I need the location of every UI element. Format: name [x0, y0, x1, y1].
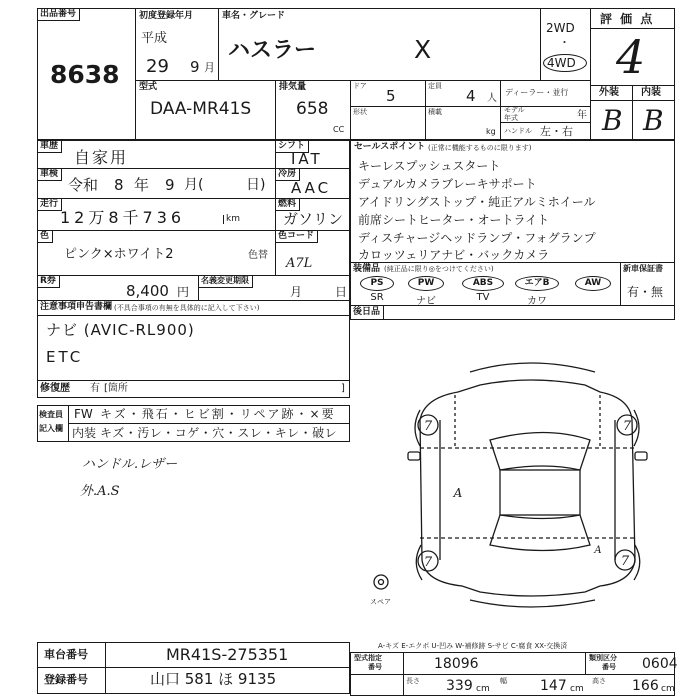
notes-line: ETC [46, 348, 84, 366]
roof [500, 470, 580, 515]
fw-label: FW [74, 407, 93, 421]
divider [350, 305, 675, 306]
wheel-arch-rear-left [416, 545, 422, 580]
wheel-arch-front-left [415, 410, 420, 446]
sales-points-label: セールスポイント [354, 142, 426, 152]
right-mirror [635, 452, 647, 460]
mileage-unit: km [223, 215, 240, 224]
front-bumper-outline [470, 363, 595, 372]
divider [500, 80, 501, 140]
sales-point-item: カロッツェリアナビ・バックカメラ [358, 248, 550, 262]
recycle-unit: 円 [177, 285, 190, 299]
capacity-label: 定員 [428, 82, 442, 90]
model-year-unit: 年 [577, 110, 587, 121]
color: ピンク×ホワイト2 [64, 247, 174, 262]
divider [585, 652, 586, 674]
cooling-label: 冷房 [275, 168, 300, 181]
damage-legend: A-キズ E-エクボ U-凹み W-補修跡 S-サビ C-腐食 XX-交換済 [378, 642, 568, 650]
equipment-leather: カワ [527, 296, 547, 307]
fw-checklist: キズ・飛石・ヒビ割・リペア跡・×要 [100, 407, 336, 421]
damage-mark-left-side: A [453, 486, 463, 500]
history: 自家用 [74, 148, 129, 167]
sales-point-item: キーレスプッシュスタート [358, 159, 501, 173]
height: 166 [632, 678, 659, 694]
car-name: ハスラー [228, 38, 317, 63]
wheel-mark-front-left: 7 [423, 419, 433, 434]
notes-label: 注意事項申告書欄 [40, 302, 113, 312]
equipment-aw: AW [575, 276, 611, 291]
divider [632, 85, 633, 140]
displacement: 658 [296, 99, 329, 119]
chassis-number-label: 車台番号 [44, 648, 88, 661]
damage-mark-rear-right: A [594, 545, 602, 556]
transfer-day: 日 [335, 285, 348, 299]
later-items-label: 後日品 [350, 306, 384, 320]
handwritten-note: ハンドル.レザー [82, 457, 178, 472]
length: 339 [446, 678, 473, 694]
doors: 5 [386, 87, 396, 105]
width-label: 幅 [500, 677, 507, 685]
registration-number-label: 登録番号 [44, 673, 88, 686]
recycle-label: R券 [37, 275, 60, 288]
shift: IAT [291, 150, 323, 168]
left-mirror [408, 452, 420, 460]
inspection-year: 8 [114, 176, 124, 194]
first-registration-label: 初度登録年月 [139, 11, 194, 21]
first-registration-month: 9 [190, 58, 200, 76]
overall-score: 4 [616, 30, 646, 84]
color-code-label: 色コード [275, 230, 318, 243]
doors-label: ドア [353, 82, 367, 90]
divider [500, 122, 590, 123]
handle-label: ハンドル [504, 127, 532, 135]
model-code: DAA-MR41S [150, 99, 252, 119]
divider [218, 8, 219, 80]
spare-tire-hub [379, 580, 384, 585]
interior-checklist: キズ・汚レ・コゲ・穴・スレ・キレ・破レ [100, 426, 338, 440]
history-label: 車歴 [37, 140, 62, 153]
shift-label: シフト [275, 140, 309, 153]
load-label: 積載 [428, 108, 442, 116]
load-unit: kg [486, 127, 496, 136]
car-grade: X [414, 35, 432, 64]
sales-point-item: アイドリングストップ・純正アルミホイール [358, 195, 596, 209]
divider [37, 667, 350, 668]
inspection-month: 9 [165, 176, 175, 194]
sales-points-sublabel: (正常に機能するものに限ります) [428, 144, 532, 152]
car-body-outline [420, 380, 635, 596]
displacement-unit: CC [333, 125, 345, 134]
warranty-label: 新車保証書 [623, 264, 663, 273]
handle-value: 左・右 [540, 125, 573, 138]
width: 147 [540, 678, 567, 694]
cooling: AAC [291, 179, 332, 197]
inspection-label: 車検 [37, 168, 62, 181]
divider [425, 80, 426, 140]
inspection-day-unit: 日) [246, 177, 266, 193]
color-code: A7L [286, 256, 313, 271]
warranty-value: 有・無 [627, 285, 664, 299]
color-change-label: 色替 [248, 250, 268, 261]
wheel-mark-front-right: 7 [622, 419, 632, 434]
transfer-deadline-label: 名義変更期限 [198, 275, 253, 288]
inspection-era: 令和 [68, 176, 99, 194]
recycle-fee: 8,400 [126, 282, 169, 300]
sales-point-item: ディスチャージヘッドランプ・フォグランプ [358, 231, 596, 245]
divider [68, 423, 350, 424]
model-year-label-2: 年式 [504, 114, 518, 122]
handwritten-note: 外.A.S [80, 484, 120, 499]
divider [135, 8, 136, 140]
equipment-tv: TV [476, 292, 490, 303]
divider [540, 8, 541, 80]
divider [350, 80, 351, 140]
repair-place-close: ] [341, 383, 345, 394]
lot-number-label: 出品番号 [37, 8, 80, 21]
equipment-abs: ABS [462, 276, 504, 291]
model-year-label: モデル [504, 106, 525, 114]
displacement-label: 排気量 [279, 82, 307, 92]
capacity-unit: 人 [487, 93, 497, 104]
registration-number: 山口 581 ほ 9135 [150, 670, 277, 688]
divider [37, 275, 350, 276]
divider [105, 642, 106, 694]
width-unit: cm [570, 684, 584, 694]
drive-4wd: 4WD [547, 56, 576, 70]
equipment-sublabel: (純正品に限り◎をつけてください) [384, 265, 494, 273]
interior-label: 内装 [641, 87, 661, 98]
repair-place-open: [箇所 [104, 383, 128, 394]
first-registration-era: 平成 [141, 31, 168, 46]
inspector-label: 検査員 [39, 410, 63, 419]
equipment-pw: PW [408, 276, 444, 291]
divider [350, 106, 590, 107]
notes-sublabel: (不具合事項の有無を具体的に記入して下さい) [114, 304, 260, 312]
interior-checklist-label: 内装 [72, 426, 97, 440]
equipment-sr: SR [370, 292, 384, 303]
divider [37, 380, 350, 381]
repair-history-value: 有 [90, 383, 100, 394]
transfer-month: 月 [290, 285, 303, 299]
type-number: 18096 [434, 656, 479, 672]
fuel: ガソリン [283, 210, 344, 228]
equipment-ps: PS [360, 276, 394, 291]
divider [350, 674, 675, 675]
divider [620, 262, 621, 305]
height-unit: cm [661, 684, 675, 694]
interior-grade: B [643, 104, 664, 137]
capacity: 4 [466, 87, 476, 105]
car-name-label: 車名・グレード [222, 11, 286, 21]
lot-number: 8638 [50, 60, 120, 89]
inspector-label-2: 記入欄 [39, 424, 63, 433]
divider [403, 652, 404, 696]
class-number-label: 類別区分 [589, 654, 617, 662]
length-unit: cm [476, 684, 490, 694]
wheel-mark-rear-left: 7 [423, 555, 433, 570]
inspection-month-unit: 月( [184, 177, 204, 193]
divider [37, 198, 350, 199]
exterior-grade: B [602, 104, 623, 137]
fuel-label: 燃料 [275, 198, 300, 211]
equipment-label: 装備品 [353, 264, 381, 274]
first-registration-month-unit: 月 [204, 61, 215, 74]
spare-tire-icon [374, 575, 388, 589]
divider [37, 315, 350, 316]
class-number-label-2: 番号 [602, 663, 616, 671]
car-damage-diagram [360, 350, 660, 612]
sales-point-item: デュアルカメラブレーキサポート [358, 177, 537, 191]
notes-line: ナビ (AVIC-RL900) [46, 321, 195, 339]
shape-label: 形状 [353, 108, 367, 116]
color-label: 色 [37, 230, 53, 243]
rear-bumper-outline [470, 600, 595, 607]
rear-window [490, 515, 590, 551]
wheel-mark-rear-right: 7 [620, 554, 630, 569]
spare-label: スペア [370, 598, 391, 606]
first-registration-year: 29 [146, 56, 169, 77]
type-number-label-2: 番号 [368, 663, 382, 671]
exterior-label: 外装 [599, 87, 619, 98]
inspection-year-unit: 年 [134, 176, 150, 194]
height-label: 高さ [592, 677, 606, 685]
mileage-label: 走行 [37, 198, 62, 211]
drive-separator: ・ [559, 36, 570, 49]
divider [275, 80, 276, 140]
equipment-navi: ナビ [416, 296, 436, 307]
type-number-label: 型式指定 [354, 654, 382, 662]
dealer-label: ディーラー・並行 [505, 88, 569, 97]
chassis-number: MR41S-275351 [166, 645, 289, 664]
mileage: 12万8千736 [60, 208, 186, 227]
score-label: 評 価 点 [600, 12, 655, 26]
class-number: 0604 [642, 656, 678, 672]
divider [37, 168, 350, 169]
windshield [490, 433, 590, 471]
drive-2wd: 2WD [546, 21, 575, 35]
model-label: 型式 [139, 82, 158, 92]
repair-history-label: 修復歴 [40, 383, 70, 394]
length-label: 長さ [406, 677, 420, 685]
equipment-airbag: エアB [515, 276, 559, 291]
sales-point-item: 前席シートヒーター・オートライト [358, 213, 550, 227]
